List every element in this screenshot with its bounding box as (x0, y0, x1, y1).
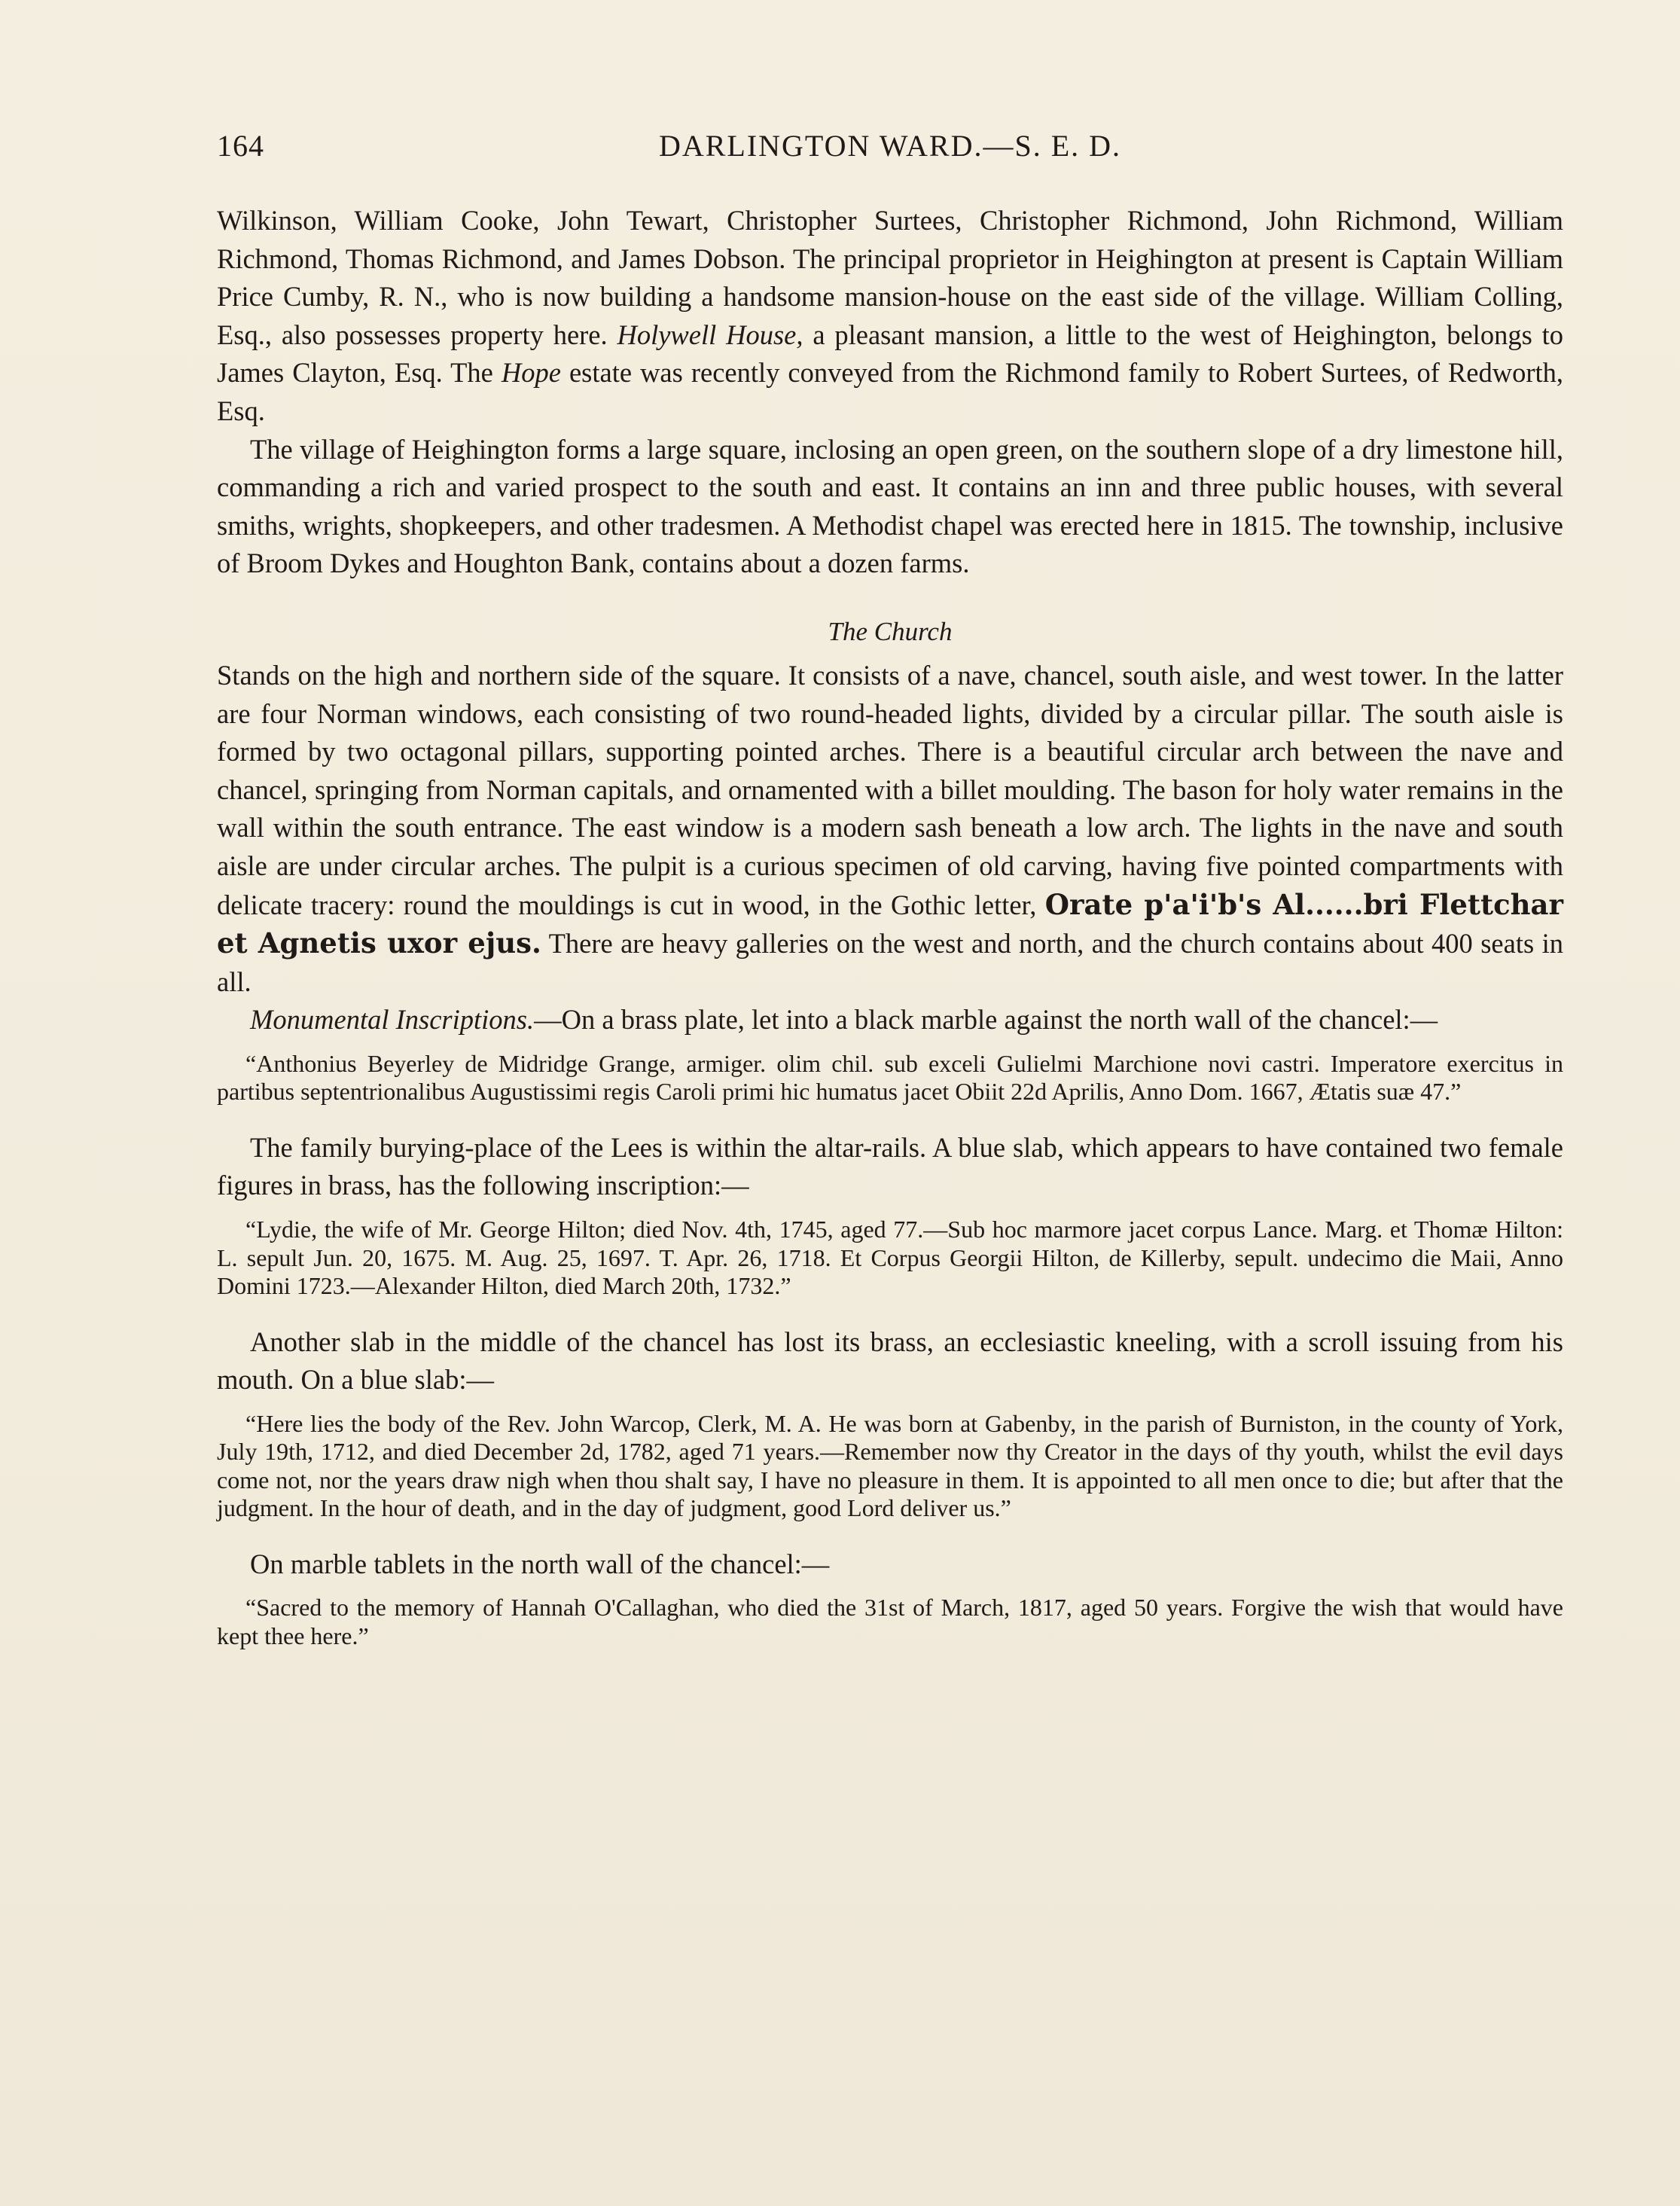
page-header (217, 128, 1563, 173)
quote-hilton: “Lydie, the wife of Mr. George Hilton; died Nov. 4th, 1745, aged 77.—Sub hoc marmore jacet corpus Lance. Marg. et Thomæ Hilton: L. sepult Jun. 20, 1675. M. Aug. 25, 1697. T. Apr. 26, 1718. Et Corpus Georgii Hilton, de Killerby, sepult. undecimo die Maii, Anno Domini 1723.—Alexander Hilton, died March 20th, 1732.” (217, 1216, 1563, 1300)
paragraph-proprietors: Wilkinson, William Cooke, John Tewart, Christopher Surtees, Christopher Richmond, John Richmond, William Richmond, Thomas Richmond, and James Dobson. The principal proprietor in Heighington at present is Captain William Price Cumby, R. N., who is now building a handsome mansion-house on the east side of the village. William Colling, Esq., also possesses property here. Holywell House, a pleasant mansion, a little to the west of Heighington, belongs to James Clayton, Esq. The Hope estate was recently conveyed from the Richmond family to Robert Surtees, of Redworth, Esq. (217, 205, 1564, 426)
quote-warcop: “Here lies the body of the Rev. John Warcop, Clerk, M. A. He was born at Gabenby, in the parish of Burniston, in the county of York, July 19th, 1712, and died December 2d, 1782, aged 71 years.—Remember now thy Creator in the days of thy youth, whilst the evil days come not, nor the years draw nigh when thou shalt say, I have no pleasure in them. It is appointed to all men once to die; but after that the judgment. In the hour of death, and in the day of judgment, good Lord deliver us.” (217, 1409, 1563, 1522)
body-text (217, 202, 1563, 1673)
gothic-inscription: Orate p'a'i'b's Al......bri Flettchar et Agnetis uxor ejus. (217, 887, 1563, 960)
italic-holywell-house: Holywell House, (617, 319, 803, 350)
quote-beverley: “Anthonius Beyerley de Midridge Grange, armiger. olim chil. sub exceli Gulielmi Marchione novi castri. Imperatore exercitus in partibus septentrionalibus Augustissimi regis Caroli primi hic humatus jacet Obiit 22d Aprilis, Anno Dom. 1667, Ætatis suæ 47.” (217, 1049, 1563, 1106)
italic-monumental-inscriptions: Monumental Inscriptions. (250, 1004, 535, 1036)
paragraph-church: Stands on the high and northern side of the square. It consists of a nave, chancel, south aisle, and west tower. In the latter are four Norman windows, each consisting of two round-headed lights, divided by a circular pillar. The south aisle is formed by two octagonal pillars, supporting pointed arches. There is a beautiful circular arch between the nave and chancel, springing from Norman capitals, and ornamented with a billet moulding. The bason for holy water remains in the wall within the south entrance. The east window is a modern sash beneath a low arch. The lights in the nave and south aisle are under circular arches. The pulpit is a curious specimen of old carving, having five pointed compartments with delicate tracery: round the mouldings is cut in wood, in the Gothic letter, Orate p'a'i'b's Al......bri Flettchar et Agnetis uxor ejus. There are heavy galleries on the west and north, and the church contains about 400 seats in all. (217, 659, 1563, 997)
quote-ocallaghan: “Sacred to the memory of Hannah O'Callaghan, who died the 31st of March, 1817, aged 50 years. Forgive the wish that would have kept thee here.” (217, 1594, 1563, 1649)
italic-hope: Hope (501, 357, 561, 389)
paragraph-lees-burying-place: The family burying-place of the Lees is within the altar-rails. A blue slab, which appears to have contained two female figures in brass, has the following inscription:— (217, 1131, 1563, 1201)
paragraph-village: The village of Heighington forms a large square, inclosing an open green, on the southern slope of a dry limestone hill, commanding a rich and varied prospect to the south and east. It contains an inn and three public houses, with several smiths, wrights, shopkeepers, and other tradesmen. A Methodist chapel was erected here in 1815. The township, inclusive of Broom Dykes and Houghton Bank, contains about a dozen farms. (217, 433, 1563, 579)
section-heading-church: The Church (828, 616, 953, 646)
paragraph-another-slab: Another slab in the middle of the chancel has lost its brass, an ecclesiastic kneeling, with a scroll issuing from his mouth. On a blue slab:— (217, 1326, 1563, 1396)
page-number: 164 (217, 129, 264, 163)
running-head: DARLINGTON WARD.—S. E. D. (658, 129, 1122, 163)
paragraph-marble-tablets: On marble tablets in the north wall of the chancel:— (250, 1548, 830, 1579)
paragraph-monumental-inscriptions: Monumental Inscriptions.—On a brass plate, let into a black marble against the north wall of the chancel:— (250, 1004, 1438, 1036)
